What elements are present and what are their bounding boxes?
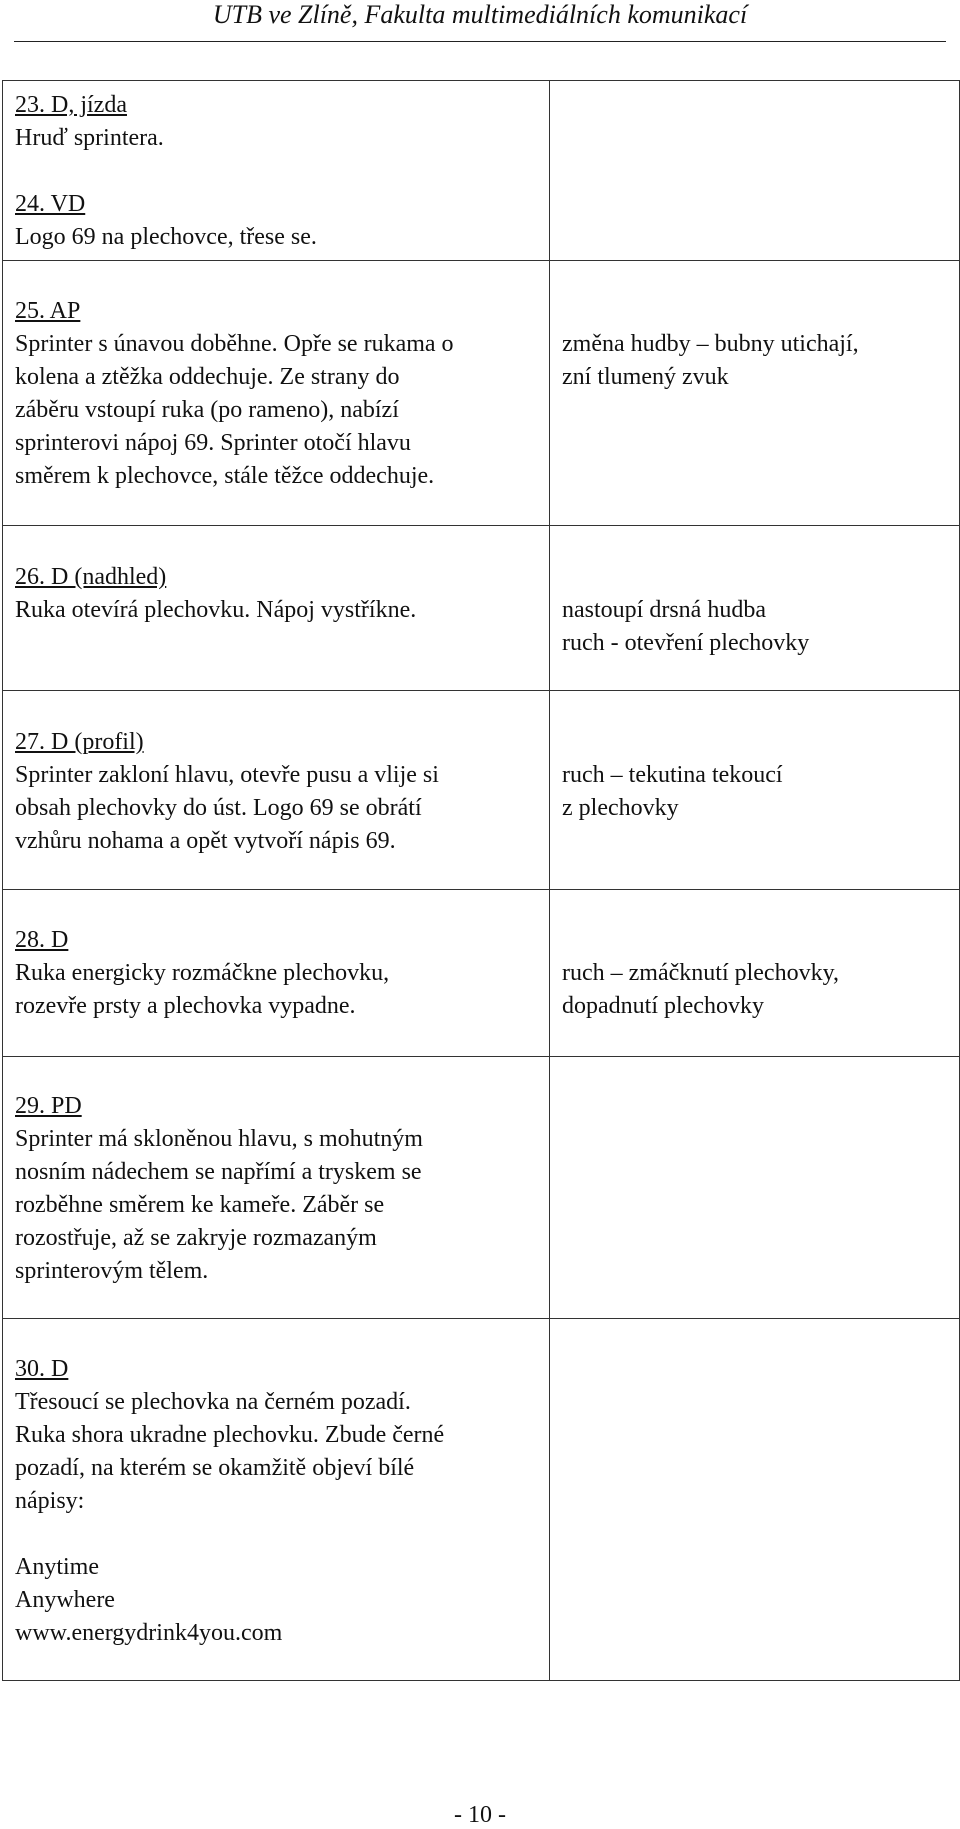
sound-line: změna hudby – bubny utichají, [562, 331, 859, 357]
shot-description-line: Sprinter má skloněnou hlavu, s mohutným [15, 1126, 423, 1152]
shot-description-cell [3, 1319, 550, 1681]
page-header: UTB ve Zlíně, Fakulta multimediálních komunikací [212, 0, 748, 29]
shot-description-cell [3, 691, 550, 890]
shot-description-line: vzhůru nohama a opět vytvoří nápis 69. [15, 828, 396, 854]
shot-description-cell [3, 526, 550, 691]
sound-line: zní tlumený zvuk [562, 364, 729, 390]
shot-description-line: sprinterovým tělem. [15, 1258, 209, 1284]
sound-cell [550, 890, 960, 1057]
sound-line: ruch – zmáčknutí plechovky, [562, 960, 840, 986]
shot-description-cell [3, 890, 550, 1057]
shot-description-line: směrem k plechovce, stále těžce oddechuje. [15, 463, 435, 489]
shot-number: 23. D, jízda [15, 92, 127, 118]
screenplay-body [3, 81, 960, 1681]
shot-number: 28. D [15, 927, 69, 953]
shot-description-line: nosním nádechem se napřímí a tryskem se [15, 1159, 422, 1185]
table-row [3, 526, 960, 691]
sound-cell [550, 1319, 960, 1681]
shot-description-line: Sprinter s únavou doběhne. Opře se rukama o [15, 331, 454, 357]
shot-description-line: Sprinter zakloní hlavu, otevře pusu a vlije si [15, 762, 439, 788]
page-number: - 10 - [454, 1802, 506, 1828]
shot-description-line: rozostřuje, až se zakryje rozmazaným [15, 1225, 377, 1251]
sound-line: ruch - otevření plechovky [562, 630, 810, 656]
header-divider [14, 41, 946, 42]
shot-description-cell [3, 81, 550, 261]
shot-description-line: kolena a ztěžka oddechuje. Ze strany do [15, 364, 400, 390]
shot-number: 26. D (nadhled) [15, 564, 167, 590]
spacer [15, 155, 541, 188]
shot-number: 30. D [15, 1356, 69, 1382]
shot-description-cell [3, 261, 550, 526]
shot-description-line: obsah plechovky do úst. Logo 69 se obrátí [15, 795, 422, 821]
table-row [3, 81, 960, 261]
sound-cell [550, 526, 960, 691]
shot-number: 27. D (profil) [15, 729, 144, 755]
sound-line: ruch – tekutina tekoucí [562, 762, 783, 788]
shot-description-line: Ruka energicky rozmáčkne plechovku, [15, 960, 390, 986]
shot-description-line: Anytime [15, 1554, 99, 1580]
sound-line: dopadnutí plechovky [562, 993, 764, 1019]
sound-cell [550, 1057, 960, 1319]
sound-line: z plechovky [562, 795, 679, 821]
sound-cell [550, 81, 960, 261]
shot-description-line: Logo 69 na plechovce, třese se. [15, 224, 317, 250]
shot-description-line: Třesoucí se plechovka na černém pozadí. [15, 1389, 411, 1415]
table-row [3, 261, 960, 526]
shot-description-line: Ruka shora ukradne plechovku. Zbude černé [15, 1422, 445, 1448]
shot-description-line: nápisy: [15, 1488, 85, 1514]
shot-description-line: rozběhne směrem ke kameře. Záběr se [15, 1192, 385, 1218]
table-row [3, 691, 960, 890]
sound-line: nastoupí drsná hudba [562, 597, 766, 623]
shot-description-line: Ruka otevírá plechovku. Nápoj vystříkne. [15, 597, 417, 623]
shot-number: 25. AP [15, 298, 81, 324]
shot-description-line: záběru vstoupí ruka (po rameno), nabízí [15, 397, 399, 423]
shot-description-line: sprinterovi nápoj 69. Sprinter otočí hlavu [15, 430, 411, 456]
sound-cell [550, 691, 960, 890]
sound-cell [550, 261, 960, 526]
shot-description-line: pozadí, na kterém se okamžitě objeví bílé [15, 1455, 415, 1481]
table-row [3, 1057, 960, 1319]
shot-description-line: www.energydrink4you.com [15, 1620, 283, 1646]
shot-description-cell [3, 1057, 550, 1319]
shot-description-line: Anywhere [15, 1587, 115, 1613]
shot-description-line: Hruď sprintera. [15, 125, 164, 151]
shot-number: 24. VD [15, 191, 86, 217]
screenplay-table [2, 80, 960, 1681]
shot-number: 29. PD [15, 1093, 82, 1119]
table-row [3, 1319, 960, 1681]
shot-description-line: rozevře prsty a plechovka vypadne. [15, 993, 356, 1019]
spacer [15, 1518, 541, 1551]
table-row [3, 890, 960, 1057]
